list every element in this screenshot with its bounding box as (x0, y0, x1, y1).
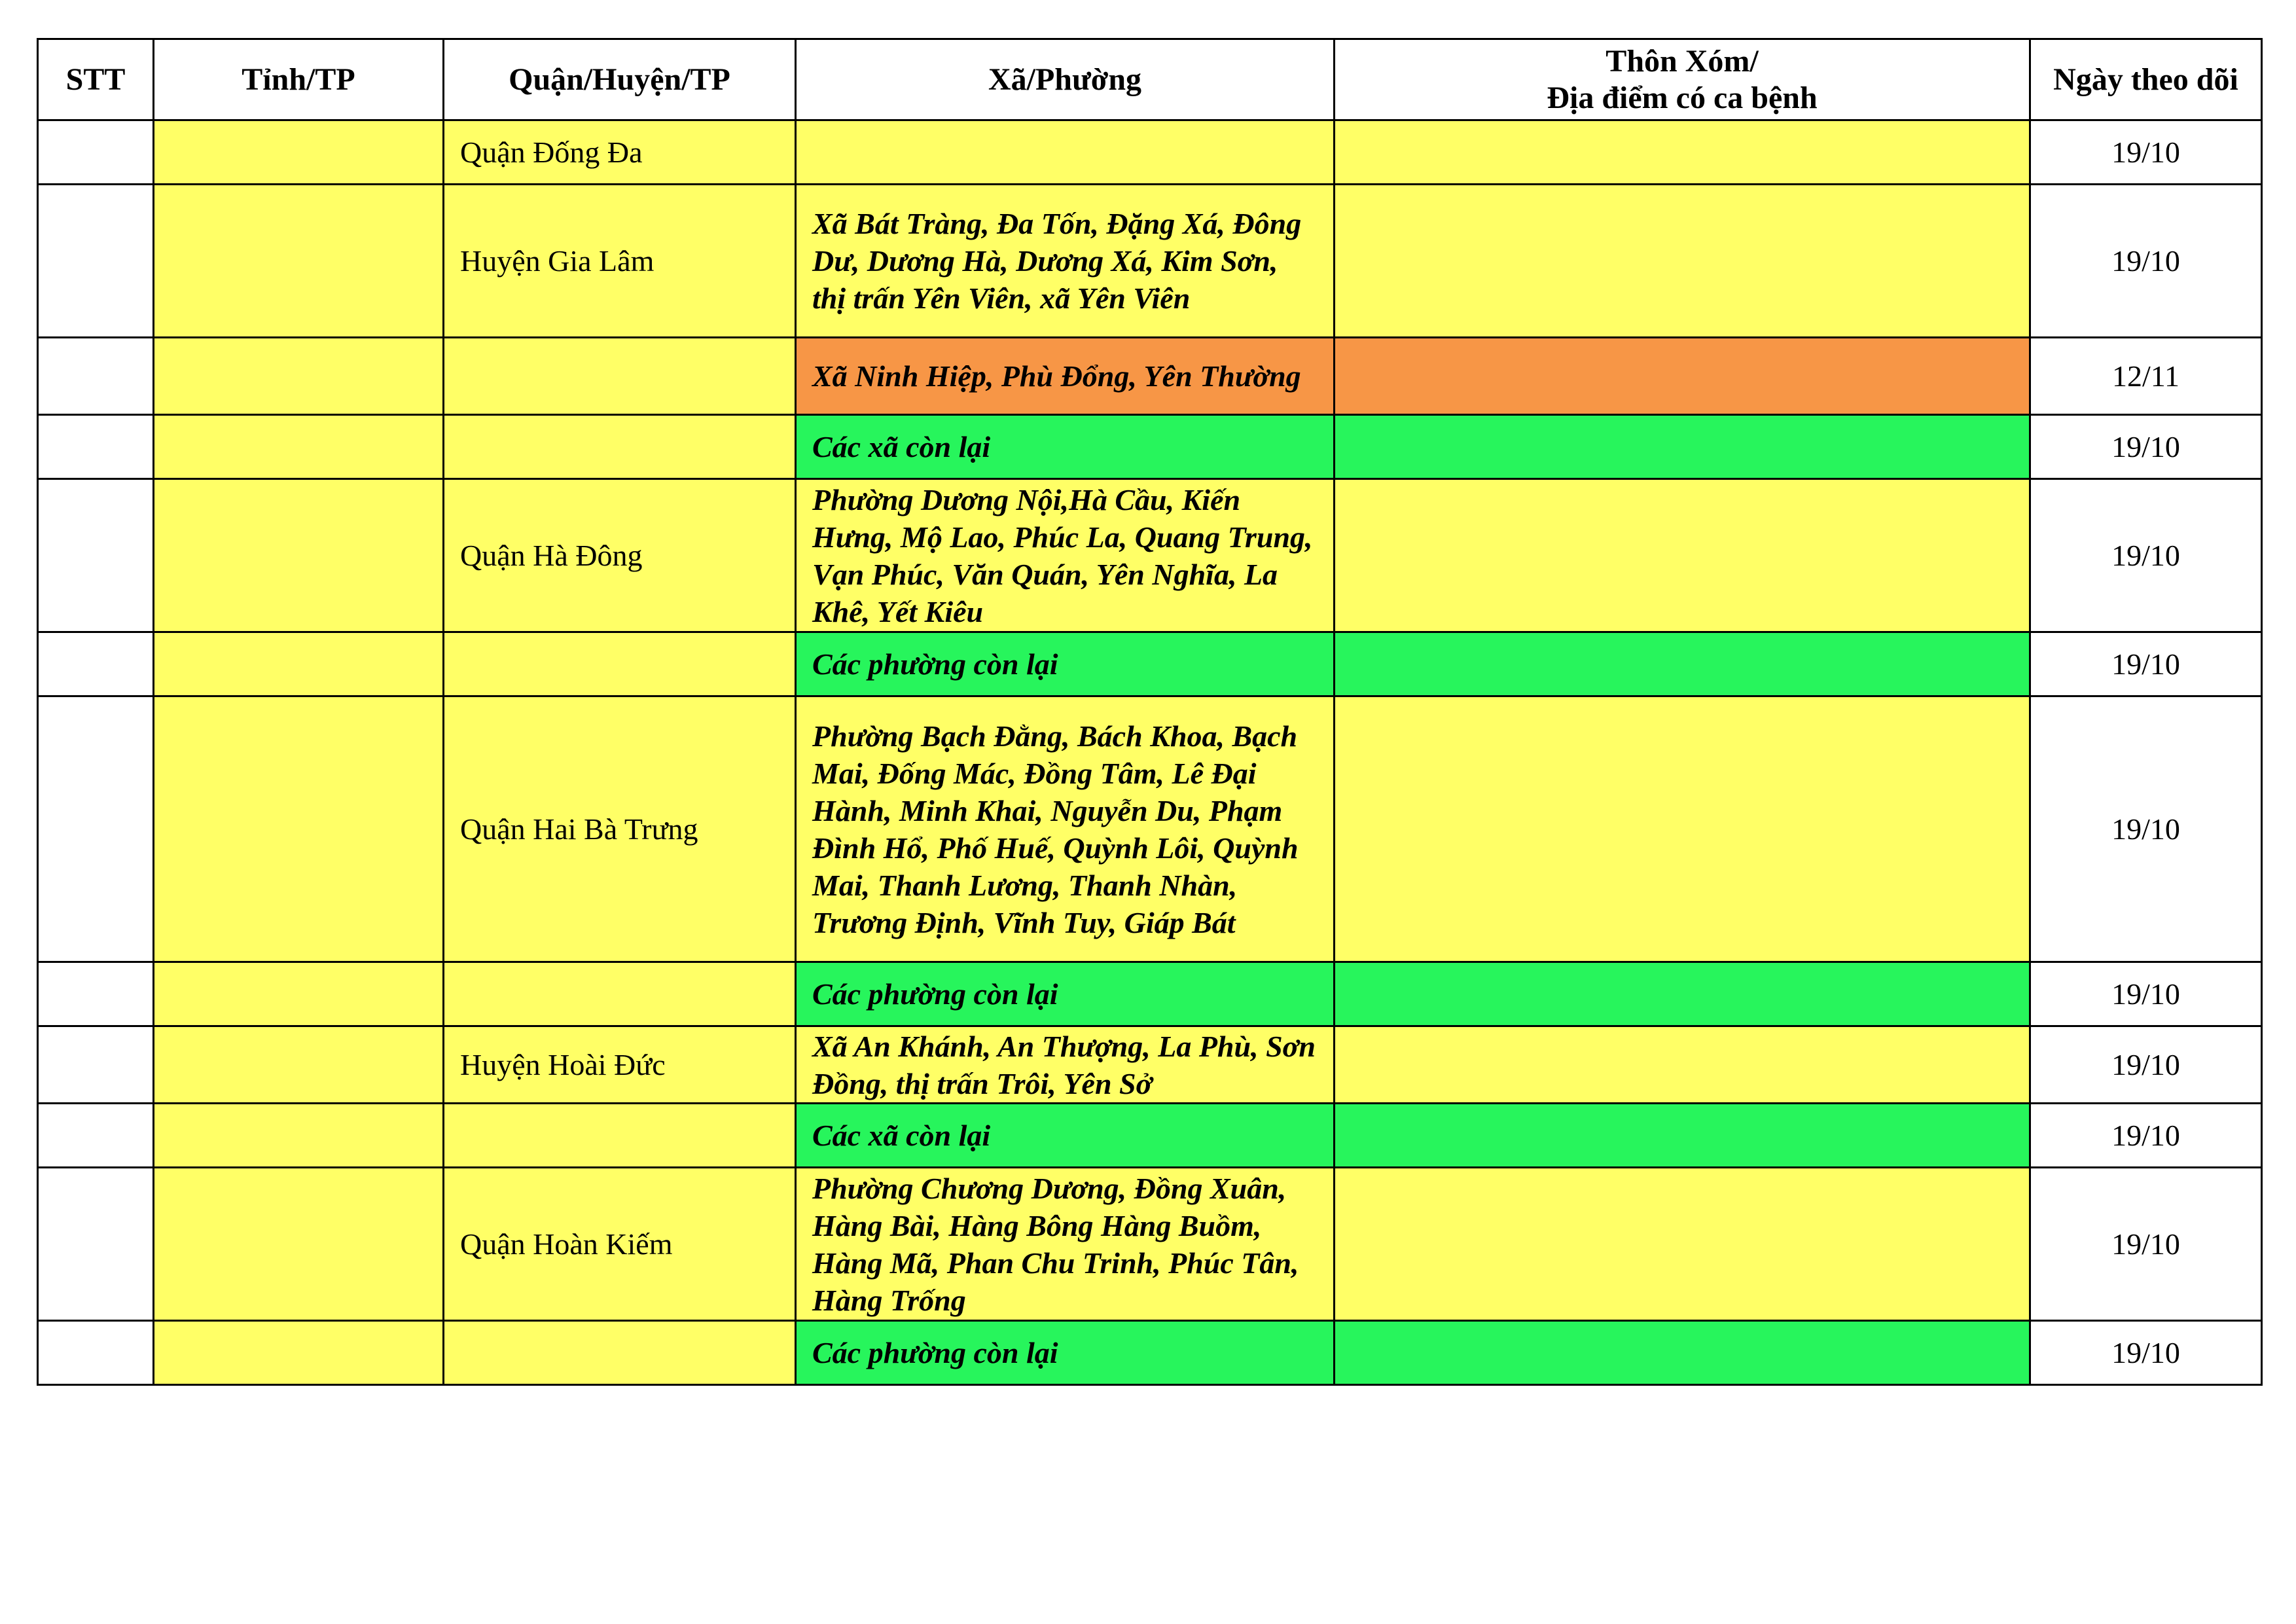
cell-quan: Quận Hoàn Kiếm (444, 1168, 796, 1321)
cell-ngay: 19/10 (2030, 1026, 2262, 1104)
cell-thon (1335, 1026, 2030, 1104)
cell-ngay: 12/11 (2030, 338, 2262, 415)
cell-quan: Quận Hai Bà Trưng (444, 696, 796, 962)
table-row (38, 415, 2262, 479)
cell-ngay: 19/10 (2030, 185, 2262, 338)
cell-stt (38, 120, 154, 185)
cell-quan (444, 338, 796, 415)
cell-ngay: 19/10 (2030, 962, 2262, 1026)
cell-tinh (154, 415, 444, 479)
cell-stt (38, 1321, 154, 1385)
cell-thon (1335, 120, 2030, 185)
cell-thon (1335, 185, 2030, 338)
cell-quan (444, 632, 796, 696)
table-body (38, 120, 2262, 1385)
table-row (38, 185, 2262, 338)
cell-quan (444, 1104, 796, 1168)
cell-quan: Huyện Gia Lâm (444, 185, 796, 338)
cell-quan: Huyện Hoài Đức (444, 1026, 796, 1104)
cell-xa (796, 120, 1335, 185)
cell-xa: Các xã còn lại (796, 415, 1335, 479)
cell-thon (1335, 1104, 2030, 1168)
cell-tinh (154, 479, 444, 632)
cell-xa: Xã An Khánh, An Thượng, La Phù, Sơn Đồng, thị trấn Trôi, Yên Sở (796, 1026, 1335, 1104)
cell-xa: Các phường còn lại (796, 1321, 1335, 1385)
cell-ngay: 19/10 (2030, 415, 2262, 479)
cell-tinh (154, 120, 444, 185)
cell-stt (38, 962, 154, 1026)
cell-stt (38, 696, 154, 962)
cell-stt (38, 479, 154, 632)
cell-xa: Phường Chương Dương, Đồng Xuân, Hàng Bài, Hàng Bông Hàng Buồm, Hàng Mã, Phan Chu Trinh, Phúc Tân, Hàng Trống (796, 1168, 1335, 1321)
cell-ngay: 19/10 (2030, 1104, 2262, 1168)
cell-tinh (154, 1104, 444, 1168)
cell-ngay: 19/10 (2030, 696, 2262, 962)
cell-xa: Các phường còn lại (796, 962, 1335, 1026)
table-header-row (38, 39, 2262, 120)
cell-thon (1335, 338, 2030, 415)
table-row (38, 1168, 2262, 1321)
header-ngay: Ngày theo dõi (2030, 39, 2262, 120)
cell-ngay: 19/10 (2030, 120, 2262, 185)
header-thon-line1: Thôn Xóm/ (1605, 43, 1759, 79)
cell-xa: Các xã còn lại (796, 1104, 1335, 1168)
cell-tinh (154, 962, 444, 1026)
cell-ngay: 19/10 (2030, 632, 2262, 696)
cell-thon (1335, 962, 2030, 1026)
cell-tinh (154, 1026, 444, 1104)
cell-stt (38, 185, 154, 338)
cell-tinh (154, 185, 444, 338)
cell-xa: Phường Bạch Đằng, Bách Khoa, Bạch Mai, Đống Mác, Đồng Tâm, Lê Đại Hành, Minh Khai, Nguyễn Du, Phạm Đình Hổ, Phố Huế, Quỳnh Lôi, Quỳnh Mai, Thanh Lương, Thanh Nhàn, Trương Định, Vĩnh Tuy, Giáp Bát (796, 696, 1335, 962)
header-thon-line2: Địa điểm có ca bệnh (1547, 80, 1818, 115)
cell-thon (1335, 632, 2030, 696)
cell-stt (38, 415, 154, 479)
table-row (38, 1321, 2262, 1385)
cell-stt (38, 632, 154, 696)
cell-xa: Các phường còn lại (796, 632, 1335, 696)
table-row (38, 696, 2262, 962)
cell-tinh (154, 696, 444, 962)
cell-stt (38, 1026, 154, 1104)
header-xa: Xã/Phường (796, 39, 1335, 120)
table-row (38, 962, 2262, 1026)
cell-thon (1335, 415, 2030, 479)
cell-quan (444, 1321, 796, 1385)
cell-quan (444, 962, 796, 1026)
cell-thon (1335, 696, 2030, 962)
header-stt: STT (38, 39, 154, 120)
cell-thon (1335, 1168, 2030, 1321)
covid-zone-table (37, 38, 2263, 1386)
cell-tinh (154, 1321, 444, 1385)
cell-stt (38, 1168, 154, 1321)
cell-thon (1335, 479, 2030, 632)
cell-quan: Quận Hà Đông (444, 479, 796, 632)
table-row (38, 1026, 2262, 1104)
cell-tinh (154, 338, 444, 415)
cell-ngay: 19/10 (2030, 1321, 2262, 1385)
table-row (38, 479, 2262, 632)
covid-zone-table-container (37, 38, 2263, 1386)
table-row (38, 120, 2262, 185)
table-row (38, 632, 2262, 696)
table-row (38, 338, 2262, 415)
cell-stt (38, 338, 154, 415)
cell-stt (38, 1104, 154, 1168)
cell-tinh (154, 1168, 444, 1321)
cell-thon (1335, 1321, 2030, 1385)
header-tinh: Tỉnh/TP (154, 39, 444, 120)
header-thon (1335, 39, 2030, 120)
cell-tinh (154, 632, 444, 696)
cell-xa: Xã Bát Tràng, Đa Tốn, Đặng Xá, Đông Dư, Dương Hà, Dương Xá, Kim Sơn, thị trấn Yên Viên, xã Yên Viên (796, 185, 1335, 338)
cell-xa: Phường Dương Nội,Hà Cầu, Kiến Hưng, Mộ Lao, Phúc La, Quang Trung, Vạn Phúc, Văn Quán, Yên Nghĩa, La Khê, Yết Kiêu (796, 479, 1335, 632)
cell-xa: Xã Ninh Hiệp, Phù Đổng, Yên Thường (796, 338, 1335, 415)
cell-ngay: 19/10 (2030, 479, 2262, 632)
cell-quan (444, 415, 796, 479)
cell-quan: Quận Đống Đa (444, 120, 796, 185)
cell-ngay: 19/10 (2030, 1168, 2262, 1321)
table-row (38, 1104, 2262, 1168)
header-quan: Quận/Huyện/TP (444, 39, 796, 120)
